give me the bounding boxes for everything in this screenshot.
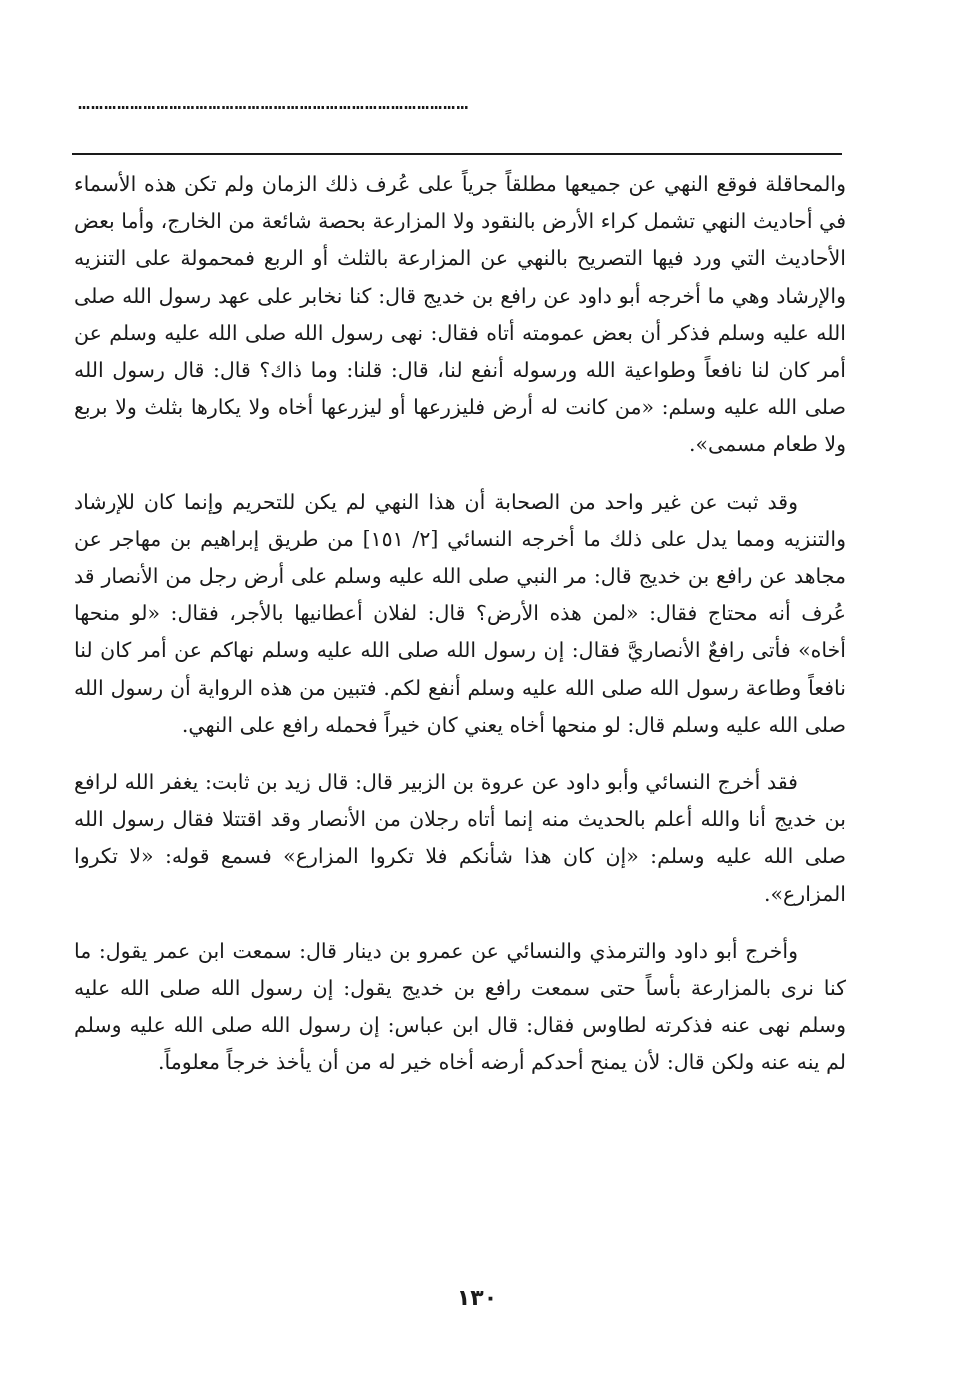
page-number: ١٣٠ — [456, 1286, 498, 1311]
paragraph-2: وقد ثبت عن غير واحد من الصحابة أن هذا النهي لم يكن للتحريم وإنما كان للإرشاد والتنزيه ومما يدل على ذلك ما أخرجه النسائي [٢/ ١٥١] من طريق إبراهيم بن مهاجر عن مجاهد عن رافع بن خديج قال: مر النبي صلى الله عليه وسلم على أرض رجل من الأنصار قد عُرف أنه محتاج فقال: «لمن هذه الأرض؟ قال: لفلان أعطانيها بالأجر، فقال: «لو منحها أخاه» فأتى رافعٌ الأنصاريَّ فقال: إن رسول الله صلى الله عليه وسلم نهاكم عن أمر كان لنا نافعاً وطاعة رسول الله صلى الله عليه وسلم أنفع لكم. فتبين من هذه الرواية أن رسول الله صلى الله عليه وسلم قال: لو منحها أخاه يعني كان خيراً فحمله رافع على النهي. — [74, 489, 846, 737]
paragraph-4: وأخرج أبو داود والترمذي والنسائي عن عمرو بن دينار قال: سمعت ابن عمر يقول: ما كنا نرى بالمزارعة بأساً حتى سمعت رافع بن خديج يقول: إن رسول الله صلى الله عليه وسلم نهى عنه فذكرته لطاوس فقال: قال ابن عباس: إن رسول الله صلى الله عليه وسلم لم ينه عنه ولكن قال: لأن يمنح أحدكم أرضه أخاه خير له من أن يأخذ خرجاً معلوماً. — [74, 938, 846, 1075]
horizontal-rule — [72, 153, 842, 155]
footnote-dotted-separator: ……………………………………………………………………………… — [78, 92, 470, 112]
main-text — [74, 166, 846, 1082]
paragraph-3: فقد أخرج النسائي وأبو داود عن عروة بن الزبير قال: قال زيد بن ثابت: يغفر الله لرافع بن خديج أنا والله أعلم بالحديث منه إنما أتاه رجلان من الأنصار وقد اقتتلا فقال رسول الله صلى الله عليه وسلم: «إن كان هذا شأنكم فلا تكروا المزارع» فسمع قوله: «لا تكروا المزارع». — [74, 770, 846, 906]
paragraph-1: والمحاقلة فوقع النهي عن جميعها مطلقاً جرياً على عُرف ذلك الزمان ولم تكن هذه الأسماء في أحاديث النهي تشمل كراء الأرض بالنقود ولا المزارعة بحصة شائعة من الخارج، وأما بعض الأحاديث التي ورد فيها التصريح بالنهي عن المزارعة بالثلث أو الربع فمحمولة على التنزيه والإرشاد وهي ما أخرجه أبو داود عن رافع بن خديج قال: كنا نخابر على عهد رسول الله صلى الله عليه وسلم فذكر أن بعض عمومته أتاه فقال: نهى رسول الله صلى الله عليه وسلم عن أمر كان لنا نافعاً وطواعية الله ورسوله أنفع لنا، قال: قلنا: وما ذاك؟ قال: قال رسول الله صلى الله عليه وسلم: «من كانت له أرض فليزرعها أو ليزرعها أخاه ولا يكارها بثلث ولا بربع ولا طعام مسمى». — [74, 172, 846, 457]
